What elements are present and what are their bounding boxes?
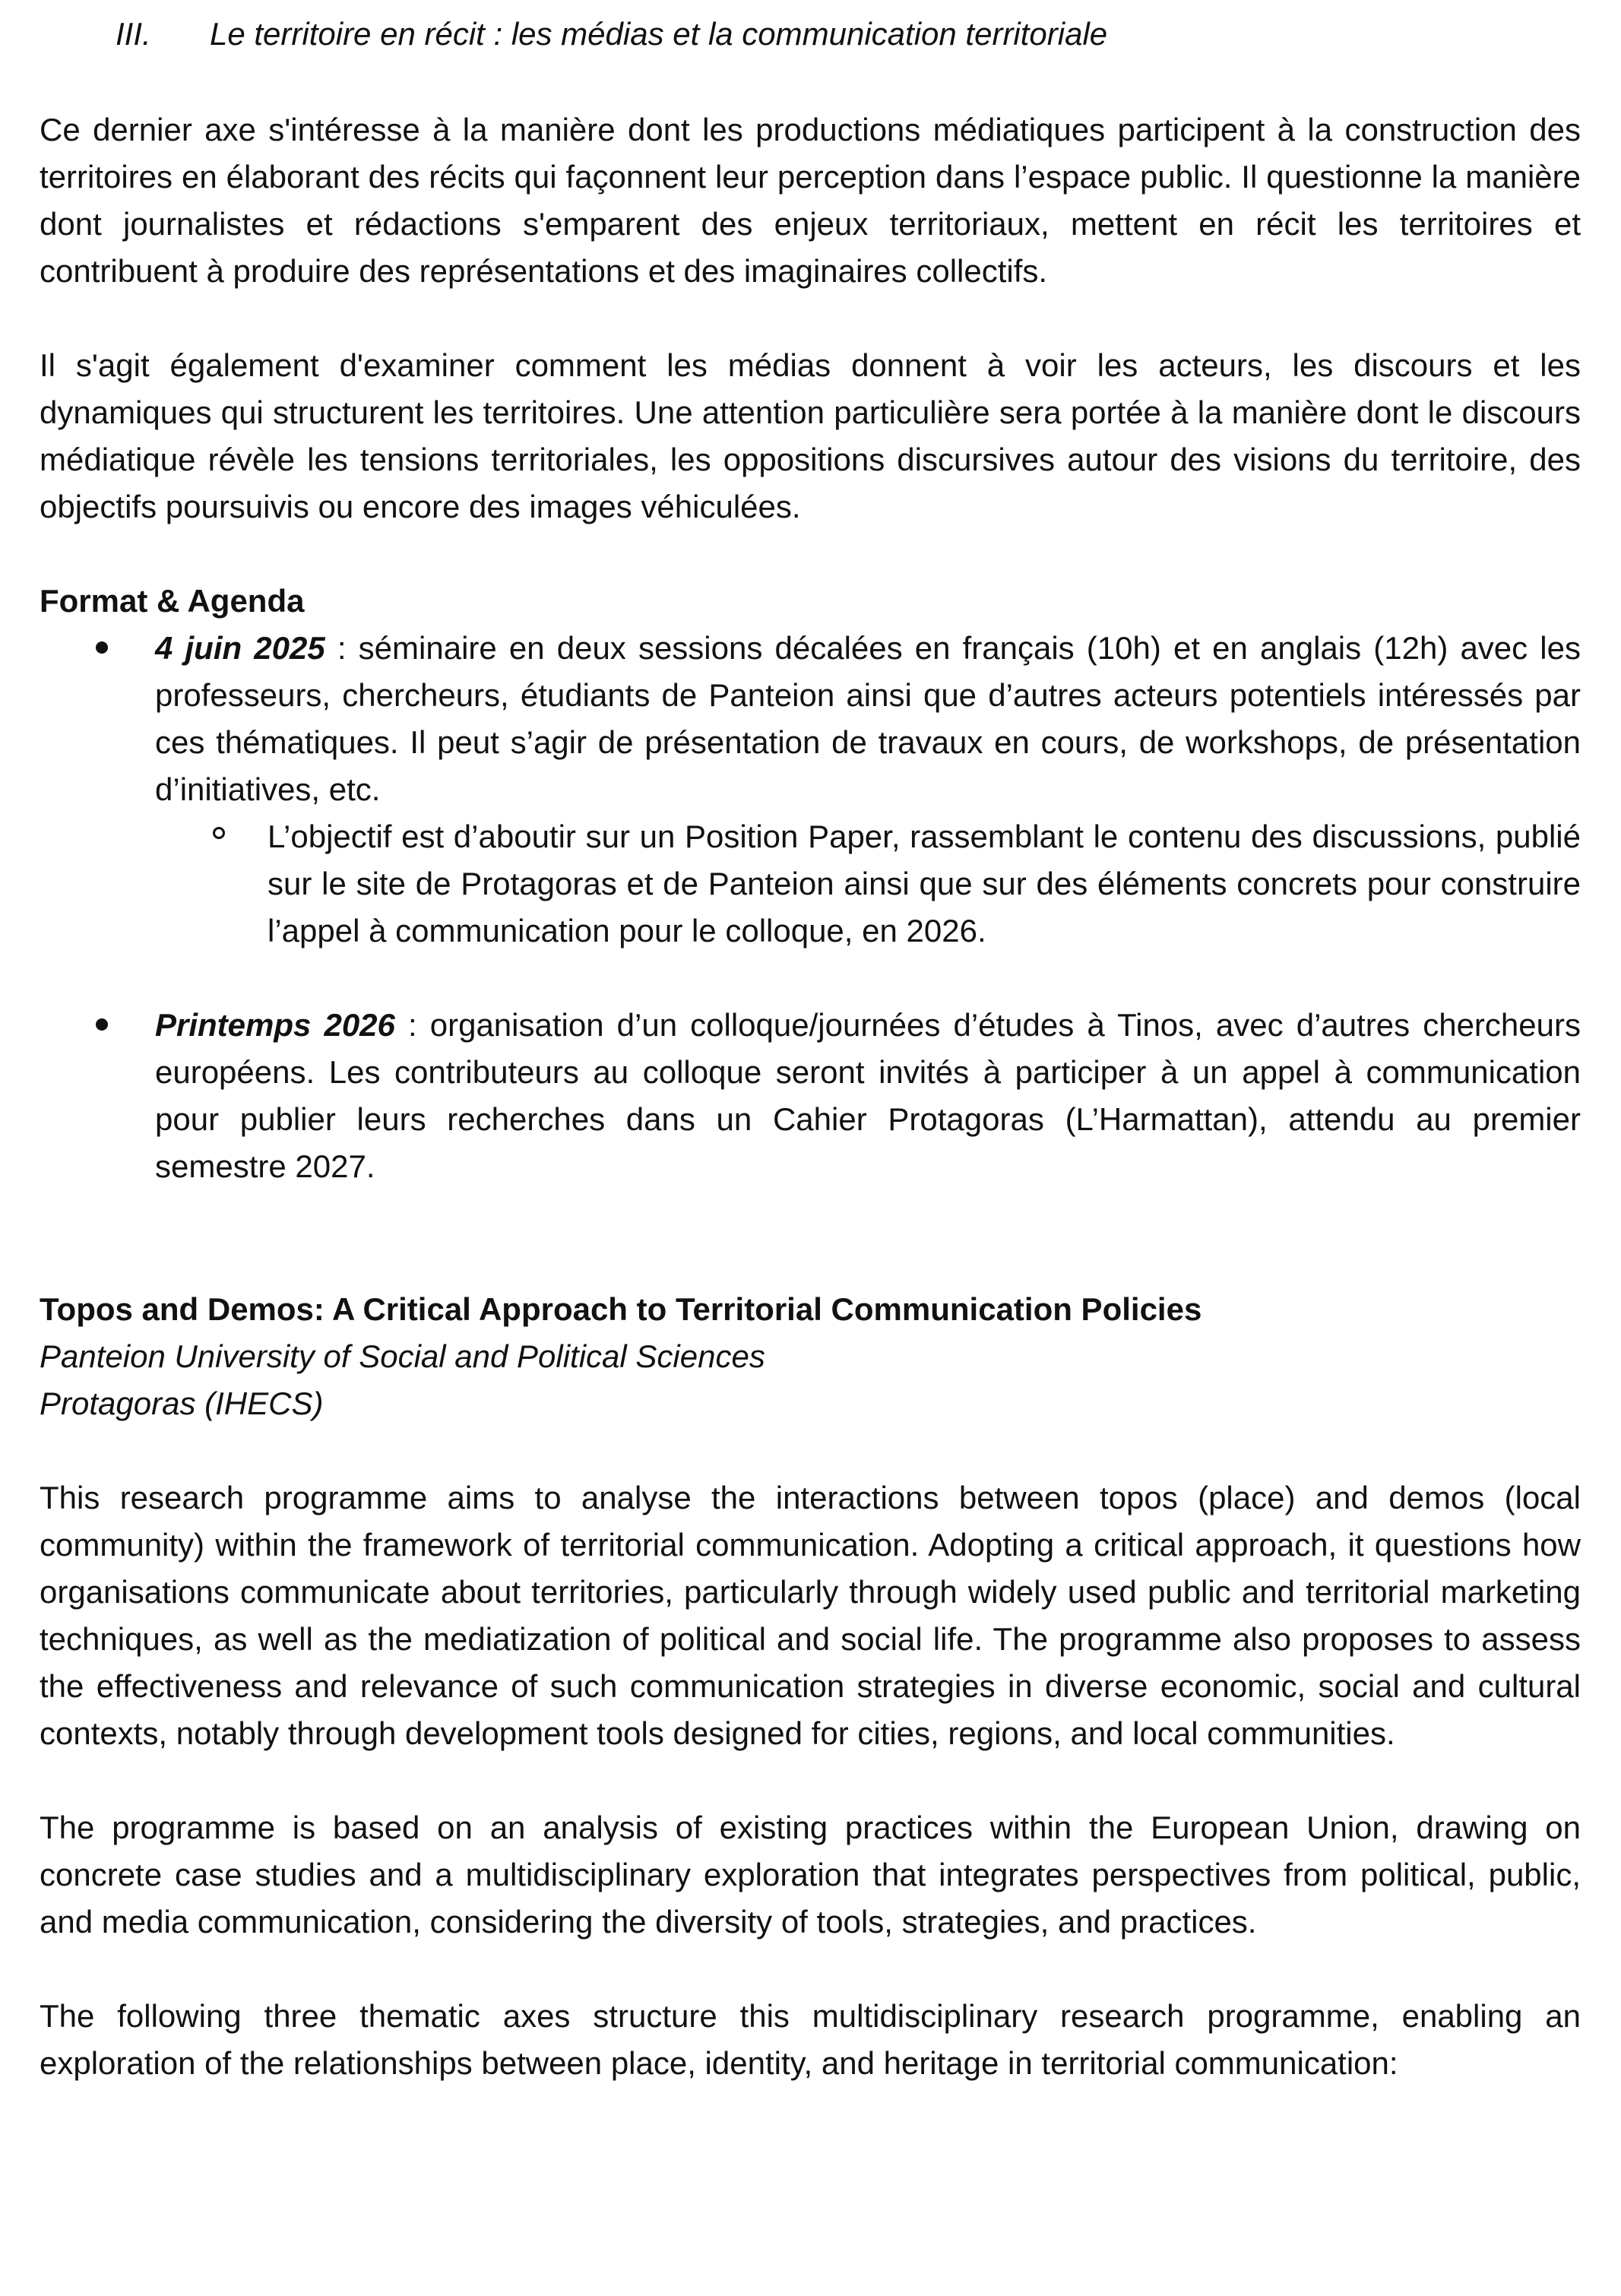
paragraph-en-2: The programme is based on an analysis of existing practices within the European Union, drawing on concrete case studies and a multidisciplinary exploration that integrates perspectives from political, public, and media communication, considering the diversity of tools, strategies, and practices. [40,1810,1581,1940]
paragraph-fr-1: Ce dernier axe s'intéresse à la manière dont les productions médiatiques participent à la construction des territoires en élaborant des récits qui façonnent leur perception dans l’espace public. Il questionne la manière dont journalistes et rédactions s'emparent des enjeux territoriaux, mettent en récit les territoires et contribuent à produire des représentations et des imaginaires collectifs. [40,112,1581,289]
paragraph-en-3: The following three thematic axes structure this multidisciplinary research programme, enabling an exploration of the relationships between place, identity, and heritage in territorial communication: [40,1998,1581,2081]
section-numeral: III. [116,16,151,52]
section-heading [40,8,1581,61]
agenda-heading: Format & Agenda [40,583,305,619]
document-page [40,8,1581,2087]
english-institution-1: Panteion University of Social and Political Sciences [40,1338,765,1374]
agenda-item-2026 [40,1002,1581,1190]
english-institution-2: Protagoras (IHECS) [40,1386,324,1421]
agenda-subitem-text: L’objectif est d’aboutir sur un Position Paper, rassemblant le contenu des discussions, publié sur le site de Protagoras et de Panteion ainsi que sur des éléments concrets pour construire l’appel à communication pour le colloque, en 2026. [268,819,1581,948]
agenda-subitem [40,813,1581,955]
english-title: Topos and Demos: A Critical Approach to Territorial Communication Policies [40,1291,1202,1327]
agenda-item-2025 [40,625,1581,813]
circle-bullet-icon [213,827,225,839]
agenda-text: séminaire en deux sessions décalées en français (10h) et en anglais (12h) avec les professeurs, chercheurs, étudiants de Panteion ainsi que d’autres acteurs potentiels intéressés par ces thématiques. Il peut s’agir de présentation de travaux en cours, de workshops, de présentation d’initiatives, etc. [155,630,1581,807]
paragraph-en-1: This research programme aims to analyse the interactions between topos (place) and demos (local community) within the framework of territorial communication. Adopting a critical approach, it questions how organisations communicate about territories, particularly through widely used public and territorial marketing techniques, as well as the mediatization of political and social life. The programme also proposes to assess the effectiveness and relevance of such communication strategies in diverse economic, social and cultural contexts, notably through development tools designed for cities, regions, and local communities. [40,1480,1581,1751]
agenda-separator: : [325,630,359,666]
agenda-date: 4 juin 2025 [155,630,325,666]
paragraph-fr-2: Il s'agit également d'examiner comment les médias donnent à voir les acteurs, les discours et les dynamiques qui structurent les territoires. Une attention particulière sera portée à la manière dont le discours médiatique révèle les tensions territoriales, les oppositions discursives autour des visions du territoire, des objectifs poursuivis ou encore des images véhiculées. [40,347,1581,524]
agenda-date: Printemps 2026 [155,1007,395,1043]
section-title: Le territoire en récit : les médias et la communication territoriale [210,16,1108,52]
agenda-text: organisation d’un colloque/journées d’études à Tinos, avec d’autres chercheurs européens. Les contributeurs au colloque seront invités à participer à un appel à communication pour publier leurs recherches dans un Cahier Protagoras (L’Harmattan), attendu au premier semestre 2027. [155,1007,1581,1184]
bullet-icon [96,1018,108,1031]
bullet-icon [96,641,108,654]
agenda-separator: : [394,1007,430,1043]
agenda-list [40,625,1581,1190]
